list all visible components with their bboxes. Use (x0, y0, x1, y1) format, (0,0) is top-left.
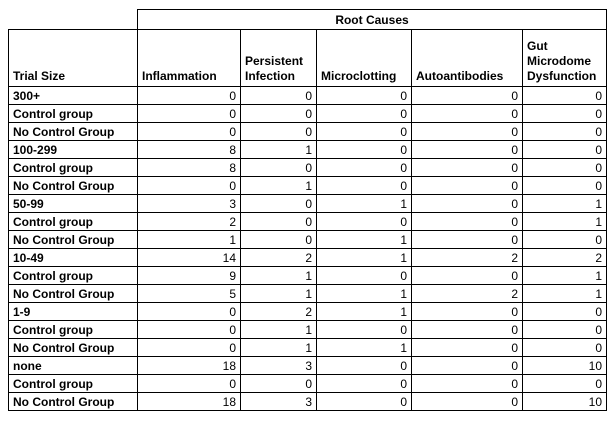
cell-autoantibodies: 0 (412, 393, 523, 411)
table-row (9, 375, 607, 393)
cell-inflammation: 8 (138, 141, 241, 159)
cell-persistent-infection: 3 (241, 357, 317, 375)
cell-trial-size: 10-49 (9, 249, 138, 267)
cell-persistent-infection: 0 (241, 123, 317, 141)
cell-trial-size: No Control Group (9, 339, 138, 357)
table-row (9, 339, 607, 357)
column-header-persistent-infection: Persistent Infection (241, 30, 317, 87)
cell-trial-size: No Control Group (9, 231, 138, 249)
cell-inflammation: 0 (138, 105, 241, 123)
cell-trial-size: Control group (9, 375, 138, 393)
table-row (9, 123, 607, 141)
cell-persistent-infection: 1 (241, 285, 317, 303)
cell-autoantibodies: 2 (412, 285, 523, 303)
column-header-trial-size: Trial Size (9, 30, 138, 87)
table-row (9, 213, 607, 231)
cell-microclotting: 0 (317, 375, 412, 393)
group-header-row (9, 10, 607, 30)
cell-microclotting: 1 (317, 285, 412, 303)
cell-inflammation: 9 (138, 267, 241, 285)
cell-autoantibodies: 0 (412, 105, 523, 123)
cell-inflammation: 0 (138, 375, 241, 393)
cell-persistent-infection: 0 (241, 375, 317, 393)
cell-persistent-infection: 2 (241, 303, 317, 321)
table-row (9, 321, 607, 339)
cell-gut-microdome-dysfunction: 10 (523, 393, 607, 411)
cell-microclotting: 0 (317, 87, 412, 105)
column-header-microclotting: Microclotting (317, 30, 412, 87)
cell-gut-microdome-dysfunction: 0 (523, 339, 607, 357)
cell-autoantibodies: 2 (412, 249, 523, 267)
table-row (9, 177, 607, 195)
cell-gut-microdome-dysfunction: 1 (523, 285, 607, 303)
cell-microclotting: 1 (317, 195, 412, 213)
cell-trial-size: Control group (9, 105, 138, 123)
cell-autoantibodies: 0 (412, 231, 523, 249)
cell-inflammation: 0 (138, 303, 241, 321)
table-row (9, 393, 607, 411)
cell-gut-microdome-dysfunction: 0 (523, 303, 607, 321)
cell-microclotting: 1 (317, 249, 412, 267)
table-row (9, 357, 607, 375)
cell-gut-microdome-dysfunction: 0 (523, 105, 607, 123)
cell-autoantibodies: 0 (412, 87, 523, 105)
table-row (9, 231, 607, 249)
cell-microclotting: 0 (317, 123, 412, 141)
column-header-row (9, 30, 607, 87)
cell-gut-microdome-dysfunction: 1 (523, 195, 607, 213)
cell-trial-size: Control group (9, 213, 138, 231)
empty-corner-cell (9, 10, 138, 30)
cell-autoantibodies: 0 (412, 141, 523, 159)
cell-trial-size: 100-299 (9, 141, 138, 159)
cell-persistent-infection: 0 (241, 195, 317, 213)
cell-persistent-infection: 0 (241, 105, 317, 123)
cell-persistent-infection: 0 (241, 159, 317, 177)
cell-gut-microdome-dysfunction: 1 (523, 267, 607, 285)
cell-microclotting: 0 (317, 213, 412, 231)
cell-inflammation: 0 (138, 339, 241, 357)
cell-microclotting: 0 (317, 393, 412, 411)
cell-persistent-infection: 2 (241, 249, 317, 267)
cell-inflammation: 3 (138, 195, 241, 213)
cell-inflammation: 5 (138, 285, 241, 303)
cell-trial-size: 1-9 (9, 303, 138, 321)
cell-inflammation: 0 (138, 321, 241, 339)
column-header-autoantibodies: Autoantibodies (412, 30, 523, 87)
table-row (9, 267, 607, 285)
table-row (9, 141, 607, 159)
cell-microclotting: 0 (317, 321, 412, 339)
table-row (9, 285, 607, 303)
cell-microclotting: 1 (317, 231, 412, 249)
cell-microclotting: 1 (317, 339, 412, 357)
cell-trial-size: No Control Group (9, 285, 138, 303)
cell-microclotting: 0 (317, 177, 412, 195)
cell-microclotting: 0 (317, 141, 412, 159)
cell-microclotting: 0 (317, 267, 412, 285)
cell-microclotting: 0 (317, 357, 412, 375)
cell-autoantibodies: 0 (412, 339, 523, 357)
cell-trial-size: No Control Group (9, 123, 138, 141)
cell-gut-microdome-dysfunction: 0 (523, 87, 607, 105)
cell-gut-microdome-dysfunction: 1 (523, 213, 607, 231)
cell-trial-size: 300+ (9, 87, 138, 105)
cell-persistent-infection: 0 (241, 213, 317, 231)
cell-gut-microdome-dysfunction: 0 (523, 231, 607, 249)
cell-gut-microdome-dysfunction: 0 (523, 141, 607, 159)
cell-inflammation: 1 (138, 231, 241, 249)
column-header-gut-microdome-dysfunction: Gut Microdome Dysfunction (523, 30, 607, 87)
root-causes-table (8, 9, 607, 411)
table-row (9, 195, 607, 213)
cell-autoantibodies: 0 (412, 357, 523, 375)
cell-autoantibodies: 0 (412, 195, 523, 213)
root-causes-header: Root Causes (138, 10, 607, 30)
cell-inflammation: 2 (138, 213, 241, 231)
cell-persistent-infection: 0 (241, 231, 317, 249)
cell-inflammation: 0 (138, 177, 241, 195)
cell-gut-microdome-dysfunction: 10 (523, 357, 607, 375)
cell-persistent-infection: 1 (241, 177, 317, 195)
cell-autoantibodies: 0 (412, 267, 523, 285)
cell-trial-size: Control group (9, 159, 138, 177)
cell-autoantibodies: 0 (412, 159, 523, 177)
cell-autoantibodies: 0 (412, 375, 523, 393)
cell-microclotting: 0 (317, 105, 412, 123)
cell-microclotting: 1 (317, 303, 412, 321)
cell-trial-size: No Control Group (9, 393, 138, 411)
cell-inflammation: 0 (138, 87, 241, 105)
cell-autoantibodies: 0 (412, 321, 523, 339)
cell-inflammation: 8 (138, 159, 241, 177)
cell-trial-size: Control group (9, 321, 138, 339)
cell-trial-size: Control group (9, 267, 138, 285)
table-body (9, 87, 607, 411)
cell-trial-size: 50-99 (9, 195, 138, 213)
cell-persistent-infection: 0 (241, 87, 317, 105)
cell-gut-microdome-dysfunction: 0 (523, 375, 607, 393)
column-header-inflammation: Inflammation (138, 30, 241, 87)
cell-gut-microdome-dysfunction: 0 (523, 159, 607, 177)
cell-autoantibodies: 0 (412, 303, 523, 321)
cell-persistent-infection: 1 (241, 339, 317, 357)
cell-persistent-infection: 1 (241, 321, 317, 339)
cell-trial-size: No Control Group (9, 177, 138, 195)
cell-gut-microdome-dysfunction: 0 (523, 321, 607, 339)
cell-inflammation: 0 (138, 123, 241, 141)
cell-gut-microdome-dysfunction: 0 (523, 123, 607, 141)
cell-gut-microdome-dysfunction: 2 (523, 249, 607, 267)
cell-trial-size: none (9, 357, 138, 375)
table-row (9, 159, 607, 177)
table-row (9, 105, 607, 123)
cell-persistent-infection: 1 (241, 141, 317, 159)
cell-inflammation: 18 (138, 357, 241, 375)
table-row (9, 303, 607, 321)
cell-autoantibodies: 0 (412, 177, 523, 195)
cell-inflammation: 18 (138, 393, 241, 411)
cell-gut-microdome-dysfunction: 0 (523, 177, 607, 195)
cell-microclotting: 0 (317, 159, 412, 177)
cell-autoantibodies: 0 (412, 213, 523, 231)
cell-inflammation: 14 (138, 249, 241, 267)
cell-persistent-infection: 3 (241, 393, 317, 411)
table-row (9, 87, 607, 105)
table-row (9, 249, 607, 267)
cell-persistent-infection: 1 (241, 267, 317, 285)
cell-autoantibodies: 0 (412, 123, 523, 141)
